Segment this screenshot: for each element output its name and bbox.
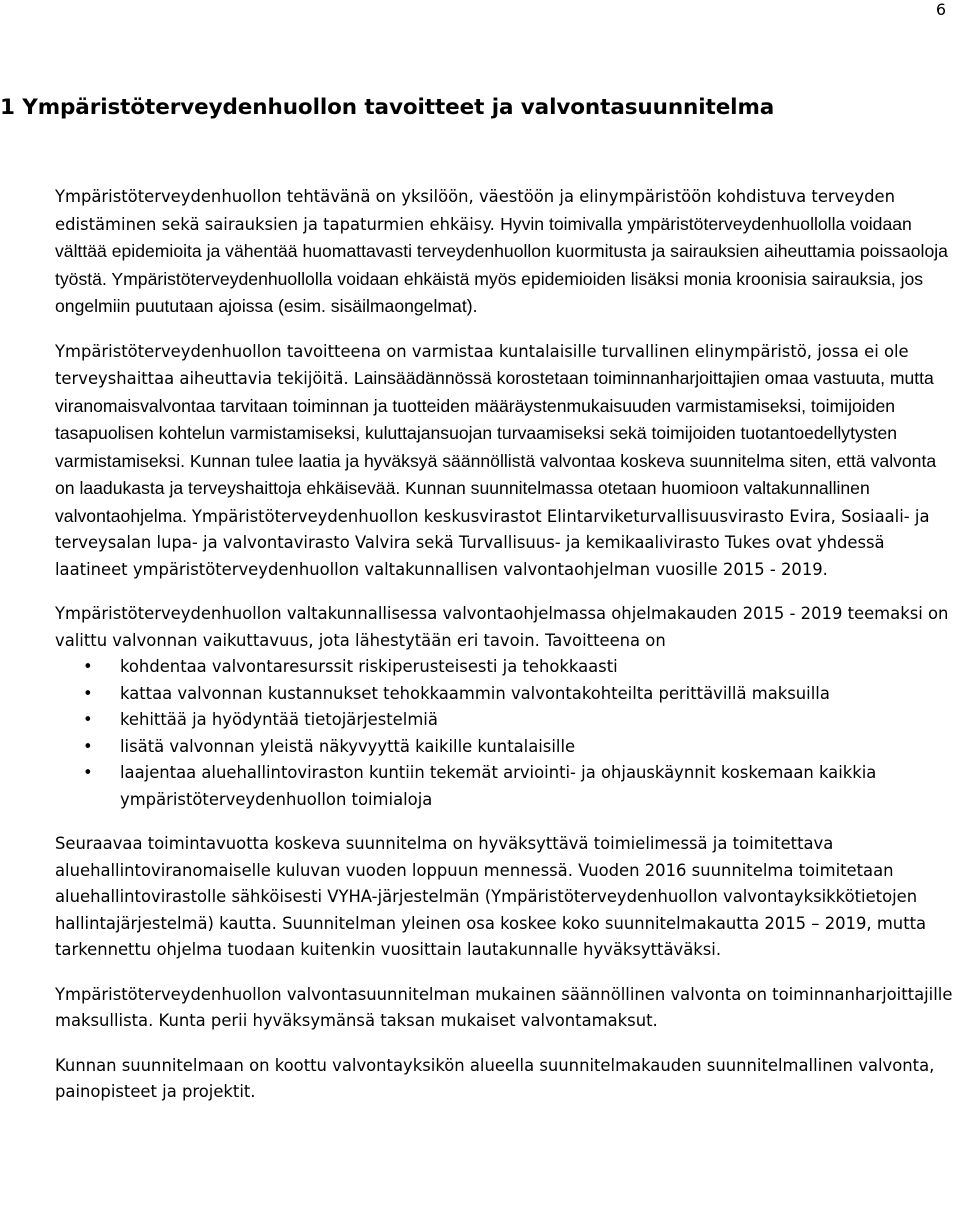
paragraph-1-intro: Ympäristöterveydenhuollon tehtävänä on yksilöön, väestöön ja elinympäristöön kohdistuva terveyden edistäminen sekä sairauksien ja tapaturmien ehkäisy. (55, 187, 896, 234)
paragraph-5: Ympäristöterveydenhuollon valvontasuunnitelman mukainen säännöllinen valvonta on toiminnanharjoittajille maksullista. Kunta perii hyväksymänsä taksan mukaiset valvontamaksut. (55, 984, 953, 1030)
list-item-text: lisätä valvonnan yleistä näkyvyyttä kaikille kuntalaisille (120, 736, 576, 756)
list-item-text: kattaa valvonnan kustannukset tehokkaammin valvontakohteilta perittävillä maksuilla (120, 683, 830, 703)
paragraph-4: Seuraavaa toimintavuotta koskeva suunnitelma on hyväksyttävä toimielimessä ja toimitettava aluehallintoviranomaiselle kuluvan vuoden loppuun mennessä. Vuoden 2016 suunnitelma toimitetaan aluehallintovirastolle sähköisesti VYHA-järjestelmän (Ympäristöterveydenhuollon valvontayksikkötietojen hallintajärjestelmä) kautta. Suunnitelman yleinen osa koskee koko suunnitelmakautta 2015 – 2019, mutta tarkennettu ohjelma tuodaan kuitenkin vuosittain lautakunnalle hyväksyttäväksi. (55, 834, 927, 959)
list-item (55, 707, 955, 734)
list-item (55, 734, 955, 761)
document-body (55, 184, 955, 1106)
page-number: 6 (935, 0, 946, 19)
list-item-text: kehittää ja hyödyntää tietojärjestelmiä (120, 710, 438, 729)
goals-list (55, 654, 955, 813)
bullet-icon: • (83, 736, 93, 756)
bullet-icon: • (83, 657, 93, 676)
bullet-icon: • (83, 710, 93, 729)
paragraph-6: Kunnan suunnitelmaan on koottu valvontayksikön alueella suunnitelmakauden suunnitelmallinen valvonta, painopisteet ja projektit. (55, 1055, 935, 1101)
section-heading: 1 Ympäristöterveydenhuollon tavoitteet ja valvontasuunnitelma (0, 95, 775, 120)
paragraph-2-outro: Ympäristöterveydenhuollon keskusvirastot Elintarviketurvallisuusvirasto Evira, Sosiaali- ja terveysalan lupa- ja valvontavirasto Valvira sekä Turvallisuus- ja kemikaalivirasto Tukes ovat yhdessä laatineet ympäristöterveydenhuollon valtakunnallisen valvontaohjelman vuosille 2015 - 2019. (55, 506, 930, 579)
paragraph-1-body: Hyvin toimivalla ympäristöterveydenhuollolla voidaan välttää epidemioita ja vähentää huomattavasti terveydenhuollon kuormitusta ja sairauksien aiheuttamia poissaoloja työstä. Ympäristöterveydenhuollolla voidaan ehkäistä myös epidemioiden lisäksi monia kroonisia sairauksia, jos ongelmiin puututaan ajoissa (esim. sisäilmaongelmat). (55, 213, 948, 316)
bullet-icon: • (83, 763, 93, 782)
list-item (55, 681, 955, 708)
paragraph-2 (55, 339, 955, 584)
list-item (55, 654, 955, 681)
paragraph-2-intro: Ympäristöterveydenhuollon tavoitteena on varmistaa kuntalaisille turvallinen elinympäristö, jossa ei ole terveyshaittaa aiheuttavia tekijöitä. (55, 341, 909, 388)
paragraph-3: Ympäristöterveydenhuollon valtakunnallisessa valvontaohjelmassa ohjelmakauden 2015 - 2019 teemaksi on valittu valvonnan vaikuttavuus, jota lähestytään eri tavoin. Tavoitteena on (55, 604, 949, 650)
list-item (55, 760, 955, 813)
paragraph-1 (55, 184, 955, 321)
paragraph-2-body: Lainsäädännössä korostetaan toiminnanharjoittajien omaa vastuuta, mutta viranomaisvalvontaa tarvitaan toiminnan ja tuotteiden määräystenmukaisuuden varmistamiseksi, toimijoiden tasapuolisen kohtelun varmistamiseksi, kuluttajansuojan turvaamiseksi sekä toimijoiden tuotantoedellytysten varmistamiseksi. Kunnan tulee laatia ja hyväksyä säännöllistä valvontaa koskeva suunnitelma siten, että valvonta on laadukasta ja terveyshaittoja ehkäisevää. Kunnan suunnitelmassa otetaan huomioon valtakunnallinen valvontaohjelma. (55, 368, 937, 526)
list-item-text: kohdentaa valvontaresurssit riskiperusteisesti ja tehokkaasti (120, 657, 618, 676)
list-item-text: laajentaa aluehallintoviraston kuntiin tekemät arviointi- ja ohjauskäynnit koskemaan kaikkia ympäristöterveydenhuollon toimialoja (120, 763, 877, 809)
bullet-icon: • (83, 683, 93, 703)
